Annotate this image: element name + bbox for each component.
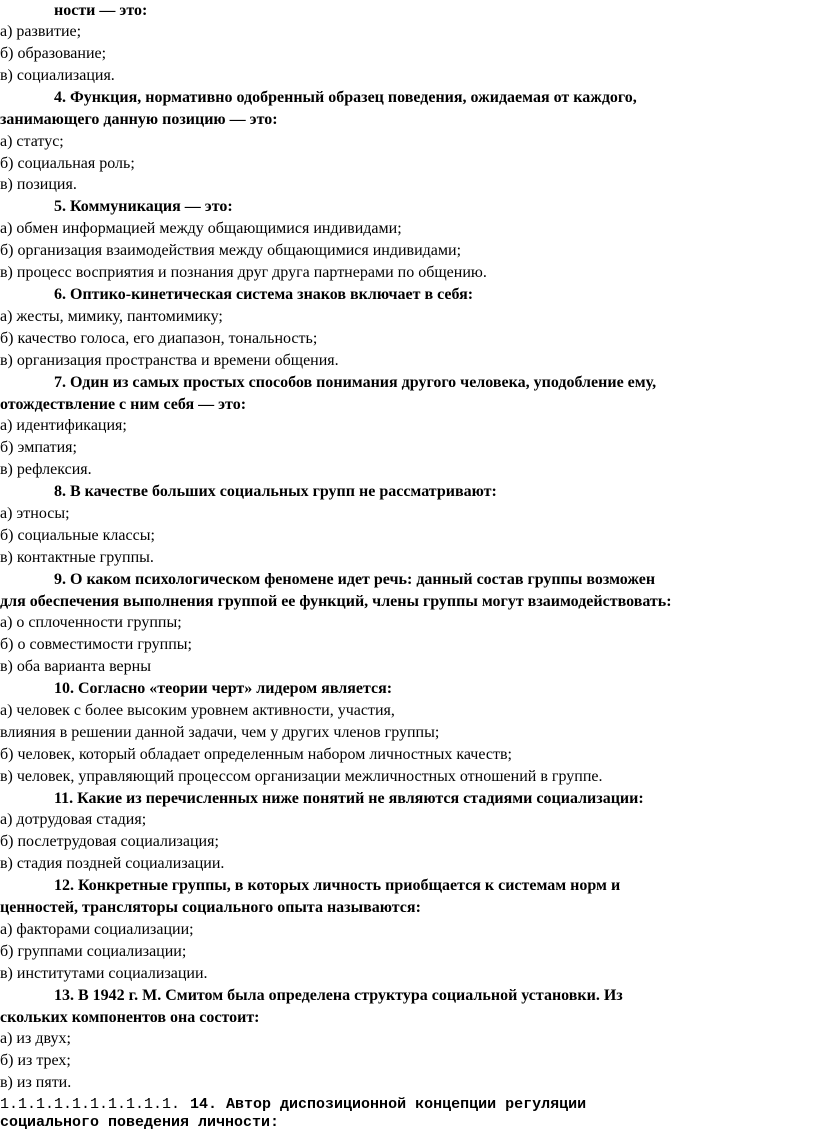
option-a: а) жесты, мимику, пантомимику; <box>0 308 223 325</box>
option-c: в) оба варианта верны <box>0 658 151 675</box>
option-b: б) качество голоса, его диапазон, тональность; <box>0 330 318 347</box>
question-10-title: 10. Согласно «теории черт» лидером является: <box>54 680 393 697</box>
option-b: б) из трех; <box>0 1052 71 1069</box>
question-4-title-cont: занимающего данную позицию — это: <box>0 111 278 128</box>
question-9-title-cont: для обеспечения выполнения группой ее функций, члены группы могут взаимодействовать: <box>0 593 672 610</box>
question-13-title: 13. В 1942 г. М. Смитом была определена структура социальной установки. Из <box>54 987 623 1004</box>
option-b: б) образование; <box>0 45 107 62</box>
option-a: а) о сплоченности группы; <box>0 614 182 631</box>
option-b: б) послетрудовая социализация; <box>0 833 219 850</box>
question-14-title: 14. Автор диспозиционной концепции регуляции <box>190 1096 587 1113</box>
option-c: в) человек, управляющий процессом организации межличностных отношений в группе. <box>0 768 603 785</box>
question-14-title-cont: социального поведения личности: <box>0 1114 280 1131</box>
option-b: б) эмпатия; <box>0 439 77 456</box>
option-c: в) организация пространства и времени общения. <box>0 352 339 369</box>
question-12-title-cont: ценностей, трансляторы социального опыта называются: <box>0 899 421 916</box>
option-c: в) институтами социализации. <box>0 965 208 982</box>
option-b: б) о совместимости группы; <box>0 636 192 653</box>
option-a: а) человек с более высоким уровнем активности, участия, <box>0 702 395 719</box>
option-c: в) контактные группы. <box>0 549 154 566</box>
option-a: а) обмен информацией между общающимися индивидами; <box>0 220 402 237</box>
option-a: а) статус; <box>0 133 64 150</box>
option-a: а) факторами социализации; <box>0 921 194 938</box>
option-b: б) социальная роль; <box>0 155 135 172</box>
option-c: в) социализация. <box>0 67 115 84</box>
question-5-title: 5. Коммуникация — это: <box>54 198 233 215</box>
option-c: в) стадия поздней социализации. <box>0 855 225 872</box>
option-b: б) человек, который обладает определенным набором личностных качеств; <box>0 746 512 763</box>
question-12-title: 12. Конкретные группы, в которых личность приобщается к системам норм и <box>54 877 621 894</box>
question-11-title: 11. Какие из перечисленных ниже понятий не являются стадиями социализации: <box>54 790 644 807</box>
question-7-title: 7. Один из самых простых способов понимания другого человека, уподобление ему, <box>54 374 657 391</box>
option-c: в) процесс восприятия и познания друг друга партнерами по общению. <box>0 264 487 281</box>
option-b: б) социальные классы; <box>0 527 155 544</box>
question-9-title: 9. О каком психологическом феномене идет речь: данный состав группы возможен <box>54 571 656 588</box>
option-c: в) позиция. <box>0 176 77 193</box>
question-3-title-end: ности — это: <box>54 2 148 19</box>
option-b: б) организация взаимодействия между общающимися индивидами; <box>0 242 462 259</box>
option-c: в) из пяти. <box>0 1074 72 1091</box>
option-a: а) развитие; <box>0 23 82 40</box>
option-a: а) этносы; <box>0 505 70 522</box>
option-c: в) рефлексия. <box>0 461 92 478</box>
question-7-title-cont: отождествление с ним себя — это: <box>0 396 247 413</box>
option-a: а) идентификация; <box>0 417 127 434</box>
option-a: а) из двух; <box>0 1030 71 1047</box>
question-13-title-cont: скольких компонентов она состоит: <box>0 1009 260 1026</box>
list-numbering: 1.1.1.1.1.1.1.1.1.1. <box>0 1096 181 1113</box>
question-8-title: 8. В качестве больших социальных групп не рассматривают: <box>54 483 497 500</box>
option-a: а) дотрудовая стадия; <box>0 811 147 828</box>
option-b: б) группами социализации; <box>0 943 187 960</box>
question-6-title: 6. Оптико-кинетическая система знаков включает в себя: <box>54 286 474 303</box>
option-a-cont: влияния в решении данной задачи, чем у других членов группы; <box>0 724 440 741</box>
question-4-title: 4. Функция, нормативно одобренный образец поведения, ожидаемая от каждого, <box>54 89 637 106</box>
